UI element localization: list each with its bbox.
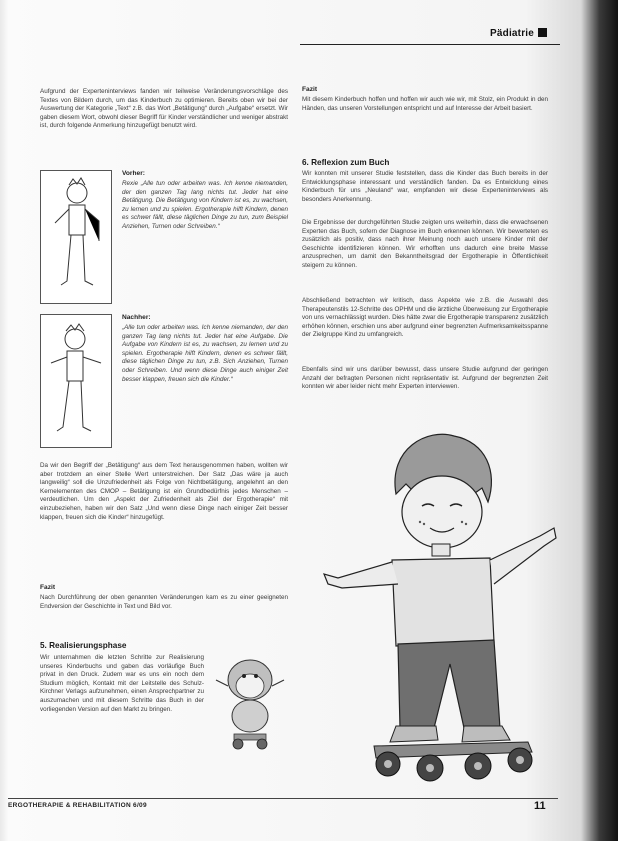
nachher-label: Nachher: bbox=[122, 314, 151, 321]
vorher-illustration bbox=[40, 170, 112, 304]
nachher-illustration bbox=[40, 314, 112, 448]
vorher-label: Vorher: bbox=[122, 170, 145, 177]
section6-text-2: Die Ergebnisse der durchgeführten Studie zeigten uns weiterhin, dass die erwachsenen Experten das Buch, sofern der Diagnose im Buch erkennen können. Wir bewerteten es zusätzlich als positiv, dass nach ihrer Meinung noch auch unsere Kinder mit der Geschichte identifizieren können. Wir erhofften uns dadurch eine breite Masse anzusprechen, um damit den Bekanntheitsgrad der Ergotherapie in Öffentlichkeit steigern zu können. bbox=[302, 219, 548, 269]
header-rule bbox=[300, 44, 560, 45]
boy-figure-icon bbox=[41, 315, 111, 447]
explanation-paragraph: Da wir den Begriff der „Betätigung“ aus dem Text herausgenommen haben, wollten wir aber trotzdem an einer Stelle Wert unterstreichen. Der Satz „Das wäre ja auch langweilig“ soll die Unzufriedenheit als Folge von Nichtbetätigung, angelehnt an den Kernelementen des CMOP – Betätigung ist ein Grundbedürfnis jedes Menschen – verdeutlichen. Um den „Aspekt der Zufriedenheit als Ziel der Ergotherapie“ mit einzubeziehen, haben wir den Satz „Und wenn diese Dinge nach einiger Zeit besser klappen, freuen sich die Kinder“ hinzugefügt. bbox=[40, 462, 288, 521]
left-fazit-label: Fazit bbox=[40, 584, 56, 591]
section-label: Pädiatrie bbox=[490, 28, 535, 39]
page-number: 11 bbox=[534, 800, 546, 812]
section6-text-3: Abschließend betrachten wir kritisch, dass Aspekte wie z.B. die Auswahl des Therapeutenstils 12-Schritte des OPHM und die ärztliche Überweisung zur Ergotherapie von uns vernachlässigt wurden. Dies hätte zwar die Ergotherapie transparenz zusätzlich erhöhen können, erschien uns aber aufgrund einer begrenzten Aufmerksamkeitsspanne der Zielgruppe Kind zu umfangreich. bbox=[302, 297, 548, 339]
right-fazit-label: Fazit bbox=[302, 86, 318, 93]
intro-paragraph: Aufgrund der Experteninterviews fanden wir teilweise Veränderungsvorschläge des Textes von Bildern durch, um das Kinderbuch zu optimieren. Bereits oben wir bei der Auswertung der Kategorie „Text“ z.B. das Wort „Betätigung“ durch „Aufgabe“ ersetzt. Wir gaben diesem Wort, obwohl dieser Begriff für Kinder verständlicher und weniger abstrakt ist, durch folgende Anmerkung hinzugefügt benutzt wird. bbox=[40, 88, 288, 130]
scan-edge bbox=[0, 0, 8, 841]
section6-text-4: Ebenfalls sind wir uns darüber bewusst, dass unsere Studie aufgrund der geringen Anzahl der befragten Personen nicht repräsentativ ist. Aufgrund der begrenzten Zeit konnten wir aber leider nicht mehr Experten interviewen. bbox=[302, 366, 548, 391]
square-icon bbox=[538, 28, 547, 37]
footer-rule bbox=[8, 798, 558, 799]
right-fazit-text: Mit diesem Kinderbuch hoffen und hoffen wir auch wie wir, mit Stolz, ein Produkt in den Händen, das unseren Vorstellungen entspricht und auf Interesse der Arbeit basiert. bbox=[302, 96, 548, 112]
journal-footer: ERGOTHERAPIE & REHABILITATION 6/09 bbox=[8, 802, 147, 809]
guinea-pig-illustration bbox=[212, 640, 288, 752]
section6-text-1: Wir konnten mit unserer Studie feststellen, dass die Kinder das Buch bereits in der Entwicklungsphase interessant und verständlich fanden. Da es Entwicklung eines Kinderbuch für uns „Neuland“ war, empfanden wir diese Experteninterviews als besonders Anerkennung. bbox=[302, 170, 548, 203]
section5-text: Wir unternahmen die letzten Schritte zur Realisierung unseres Kinderbuchs und gaben das vorläufige Buch privat in den Druck. Zudem war es uns ein noch dem Studium möglich, Kontakt mit der Leitstelle des Schulz-Kirchner Verlags aufzunehmen, einen Ansprechpartner zu auszumachen und mit diesem Schritte das Buch in der vorliegenden Version auf den Markt zu bringen. bbox=[40, 654, 204, 713]
left-fazit-text: Nach Durchführung der oben genannten Veränderungen kam es zu einer geeigneten Endversion der Geschichte in Text und Bild vor. bbox=[40, 594, 288, 610]
section5-heading: 5. Realisierungsphase bbox=[40, 641, 127, 650]
boy-on-rollerboard-illustration bbox=[318, 428, 558, 790]
nachher-text: „Alle tun oder arbeiten was. Ich kenne niemanden, der den ganzen Tag lang nichts tut. Jeder hat eine Aufgabe. Die Aufgabe von Kindern ist es, zu wachsen, zu lernen und zu spielen. Ergotherapie hilft Kindern, denen es schwer fällt, diese täglichen Dinge zu tun, z.B. Sich Anziehen, Turnen oder Schreiben. Und wenn diese Dinge auch einiger Zeit besser klappen, freuen sich die Kinder.“ bbox=[122, 324, 288, 383]
section-header bbox=[490, 28, 547, 39]
section6-heading: 6. Reflexion zum Buch bbox=[302, 158, 390, 167]
vorher-text: Rexie „Alle tun oder arbeiten was. Ich kenne niemanden, der den ganzen Tag lang nichts tut. Jeder hat eine Betätigung. Die Betätigung von Kindern ist es, zu wachsen, zu lernen und zu spielen. Ergotherapie hilft Kindern, denen es schwer fällt, diese täglichen Dinge zu tun, zum Beispiel Anziehen, Turnen oder Schreiben.“ bbox=[122, 180, 288, 230]
boy-figure-icon bbox=[41, 171, 111, 303]
